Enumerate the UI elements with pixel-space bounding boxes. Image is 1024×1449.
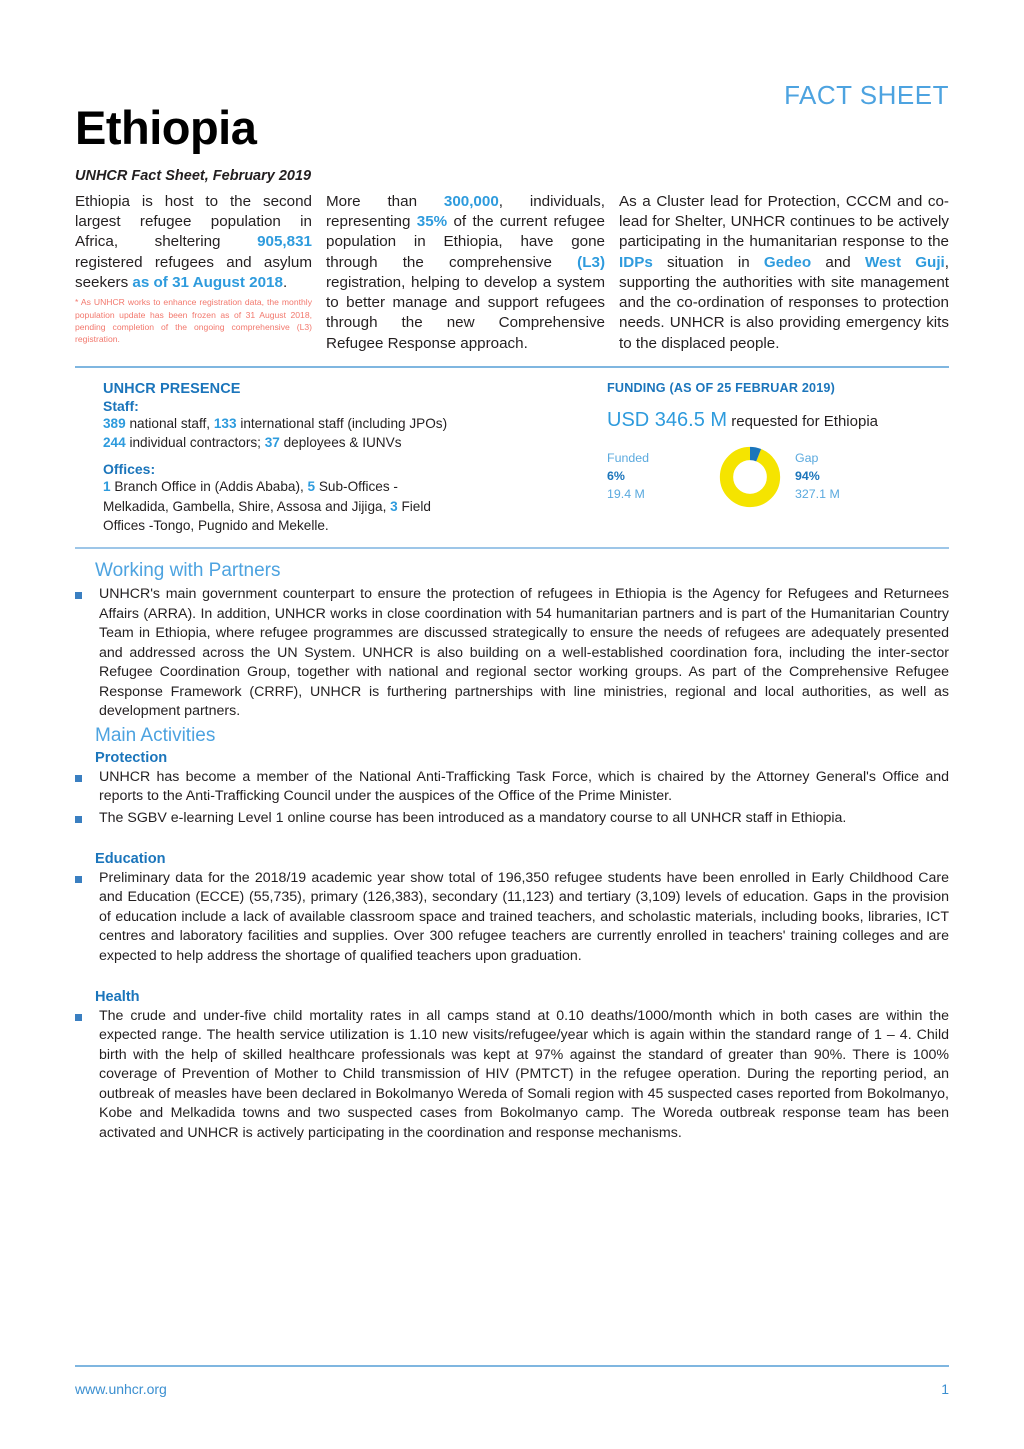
field-office-label: Field: [397, 498, 431, 514]
staff-national-count: 389: [103, 415, 126, 431]
spacer-health: [75, 969, 949, 989]
staff-contractors-label: individual contractors;: [125, 435, 265, 451]
funded-percent: 6%: [607, 468, 625, 483]
intro-c3-highlight-west-guji: West Guji: [864, 253, 945, 271]
intro-c3-highlight-gedeo: Gedeo: [763, 253, 812, 271]
funding-section: [595, 381, 949, 535]
intro-c3-text2: situation in: [652, 253, 764, 271]
funded-label: Funded: [607, 451, 650, 466]
branch-office-count: 1: [103, 479, 111, 495]
list-item: UNHCR has become a member of the National Anti-Trafficking Task Force, which is chaired by the Attorney General's Office and reports to the Anti-Trafficking Council under the auspices of the Office of the Prime Minister.: [75, 768, 949, 807]
gap-label: Gap: [795, 451, 819, 466]
subsection-title-protection: Protection: [95, 749, 168, 766]
intro-c2-highlight-l3: (L3): [577, 253, 605, 271]
funding-title: FUNDING (AS OF 25 FEBRUAR 2019): [607, 380, 836, 395]
intro-footnote: * As UNHCR works to enhance registration data, the monthly population update has been frozen as of 31 August 2018, pending completion of the ongoing comprehensive (L3) registration.: [75, 297, 312, 345]
branch-office-label: Branch Office in (Addis Ababa),: [110, 479, 308, 495]
funding-legend-gap: [781, 450, 925, 503]
funding-requested-suffix: requested for Ethiopia: [727, 412, 878, 430]
funded-amount: 19.4 M: [607, 486, 645, 501]
sub-office-names: Melkadida, Gambella, Shire, Assosa and Jijiga,: [103, 498, 391, 514]
page-footer: [75, 1365, 949, 1397]
presence-offices-label: Offices:: [103, 461, 156, 478]
presence-offices-line-3: Offices -Tongo, Pugnido and Mekelle.: [103, 517, 329, 533]
list-item: Preliminary data for the 2018/19 academic year show total of 196,350 refugee students have been enrolled in Early Childhood Care and Education (ECCE) (55,735), primary (126,383), secondary (11,123) and tertiary (3,109) levels of education. Gaps in the provision of education include a lack of available classroom space and trained teachers, and scholastic materials, including books, libraries, ICT centres and laboratory facilities and supplies. Over 300 refugee teachers are currently enrolled in teachers' training colleges and are expected to help address the shortage of qualified teachers upon graduation.: [75, 869, 949, 967]
subsection-title-education: Education: [95, 850, 166, 867]
body-sections: [75, 549, 949, 1143]
staff-deployees-label: deployees & IUNVs: [279, 435, 402, 451]
intro-c1-text1: Ethiopia is host to the second largest refugee population in Africa, sheltering: [75, 193, 312, 251]
list-item: UNHCR's main government counterpart to ensure the protection of refugees in Ethiopia is the Agency for Refugees and Returnees Affairs (ARRA). In addition, UNHCR works in close coordination with 54 humanitarian partners and is part of the Humanitarian Country Team in Ethiopia, where refugee programmes are discussed strategically to ensure the needs of refugees are adequately presented and addressed across the UN System. UNHCR is also building on a well-established coordination fora, including the inter-sector Refugee Coordination Group, together with national and regional sector working groups. As part of the Comprehensive Refugee Response Framework (CRRF), UNHCR is furthering partnerships with line ministries, regional and local authorities, as well as development partners.: [75, 585, 949, 722]
section-title-working-with-partners: Working with Partners: [95, 560, 281, 582]
intro-column-1: [75, 192, 312, 354]
intro-columns: [75, 184, 949, 354]
funding-chart-row: [607, 446, 949, 508]
staff-international-count: 133: [213, 415, 237, 431]
intro-c3-text4: , supporting the authorities with site management and the co-ordination of responses to protection needs. UNHCR is also providing emergency kits to the displaced people.: [619, 253, 949, 352]
funding-donut-chart: [719, 446, 781, 508]
list-item: The crude and under-five child mortality rates in all camps stand at 0.10 deaths/1000/month which in both cases are within the expected range. The health service utilization is 1.10 new visits/refugee/year which is again within the standard range of 1 – 4. Child birth with the help of skilled healthcare professionals was kept at 97% against the standard of greater than 90%. There is 100% coverage of Prevention of Mother to Child transmission of HIV (PMTCT) in the refugee operation. During the reporting period, an outbreak of measles have been declared in Bokolmanyo Wereda of Somali region with 45 suspected cases reported from Bokolmanyo, Kobe and Melkadida towns and two suspected cases from Bokolmanyo camp. The Woreda outbreak response team has been activated and UNHCR is actively participating in the coordination and response mechanisms.: [75, 1007, 949, 1144]
footer-divider: [75, 1365, 949, 1367]
donut-slice-funded: [727, 453, 774, 500]
footer-page-number: 1: [941, 1381, 949, 1397]
protection-bullet-list: [75, 768, 949, 829]
intro-c2-text3: of the current refugee population in Ethiopia, have gone through the comprehensive: [326, 213, 605, 271]
intro-c3-highlight-idps: IDPs: [619, 253, 653, 271]
presence-offices-line-2: [103, 497, 595, 516]
sub-office-label: Sub-Offices -: [315, 479, 398, 495]
page-header: [75, 0, 949, 184]
intro-column-2: [326, 192, 605, 354]
presence-title: UNHCR PRESENCE: [103, 380, 241, 397]
education-bullet-list: [75, 869, 949, 967]
staff-deployees-count: 37: [264, 435, 280, 451]
intro-c1-highlight-date: as of 31 August 2018: [132, 273, 283, 291]
spacer-education: [75, 831, 949, 851]
document-subtitle: UNHCR Fact Sheet, February 2019: [75, 168, 312, 184]
footer-row: [75, 1381, 949, 1397]
funding-requested-amount: USD 346.5 M: [607, 408, 728, 431]
subsection-title-health: Health: [95, 988, 140, 1005]
health-bullet-list: [75, 1007, 949, 1144]
sub-office-count: 5: [307, 479, 316, 495]
presence-spacer: [103, 452, 595, 461]
funding-legend-funded: [607, 450, 719, 503]
presence-staff-line-2: [103, 433, 595, 452]
presence-offices-line-1: [103, 477, 595, 496]
presence-staff-line-1: [103, 414, 595, 433]
intro-c2-text4: registration, helping to develop a system to better manage and support refugees through the new Comprehensive Refugee Response approach.: [326, 273, 605, 352]
intro-c2-text2: , individuals, representing: [326, 193, 605, 231]
gap-percent: 94%: [795, 468, 820, 483]
partners-bullet-list: [75, 585, 949, 722]
intro-c2-text1: More than: [326, 193, 444, 210]
footer-url[interactable]: www.unhcr.org: [75, 1381, 167, 1397]
intro-c3-text1: As a Cluster lead for Protection, CCCM and co-lead for Shelter, UNHCR continues to be actively participating in the humanitarian response to the: [619, 193, 949, 251]
field-office-count: 3: [390, 498, 398, 514]
presence-staff-label: Staff:: [103, 397, 139, 414]
staff-international-label: international staff (including JPOs): [236, 415, 448, 431]
intro-c2-highlight-count: 300,000: [443, 193, 499, 210]
section-title-main-activities: Main Activities: [95, 725, 216, 747]
intro-column-3: [619, 192, 949, 354]
intro-c1-text3: .: [282, 273, 288, 291]
gap-amount: 327.1 M: [795, 486, 840, 501]
presence-funding-block: [75, 368, 949, 535]
intro-c1-text2: registered refugees and asylum seekers: [75, 253, 312, 291]
intro-c3-text3: and: [811, 253, 865, 271]
intro-c1-highlight-population: 905,831: [257, 233, 312, 251]
funding-amount-line: [607, 409, 949, 432]
page-title: Ethiopia: [75, 101, 257, 154]
list-item: The SGBV e-learning Level 1 online course has been introduced as a mandatory course to all UNHCR staff in Ethiopia.: [75, 809, 949, 829]
staff-contractors-count: 244: [103, 435, 126, 451]
fact-sheet-label: FACT SHEET: [784, 80, 949, 110]
unhcr-presence-section: [75, 381, 595, 535]
intro-c2-highlight-percent: 35%: [416, 213, 448, 231]
staff-national-label: national staff,: [125, 415, 214, 431]
